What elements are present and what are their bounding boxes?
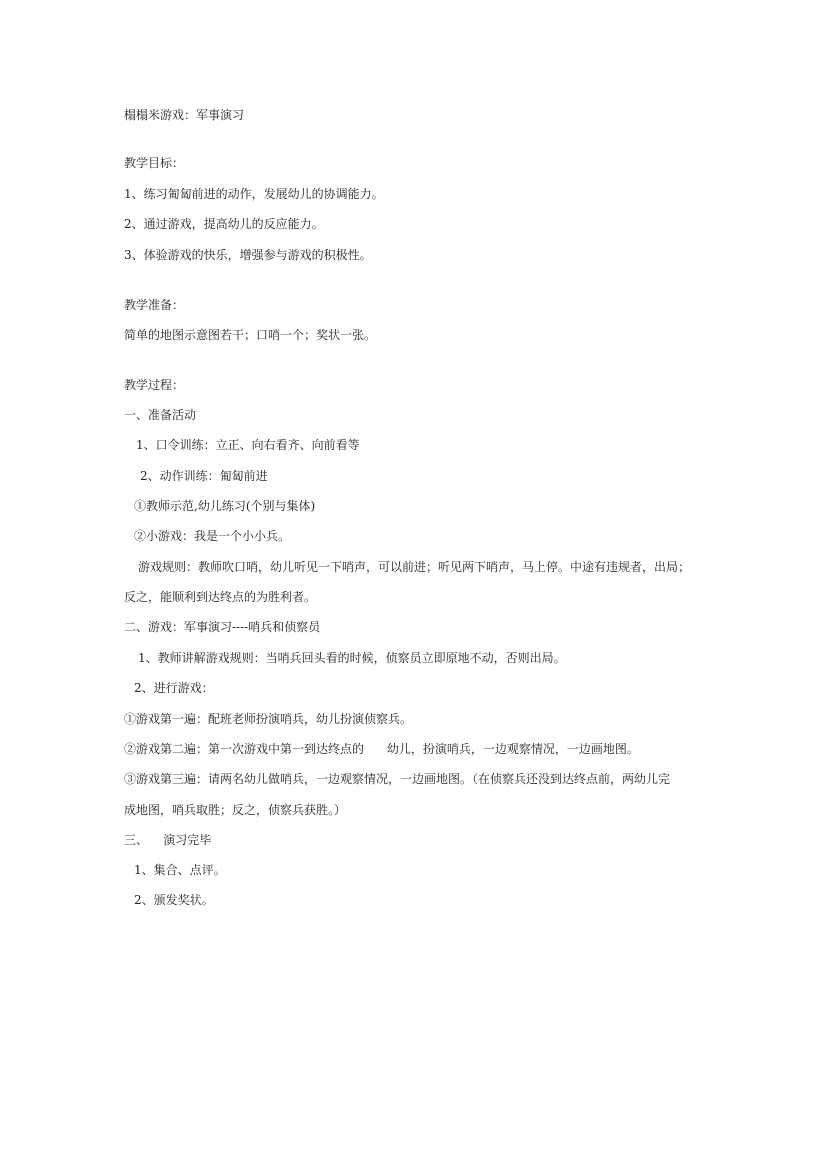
- part2-line-1: 1、教师讲解游戏规则：当哨兵回头看的时候，侦察员立即原地不动，否则出局。: [138, 651, 566, 665]
- preparation-text: 简单的地图示意图若干；口哨一个；奖状一张。: [124, 328, 377, 342]
- process-heading: 教学过程：: [124, 378, 185, 392]
- goal-item-3: 3、体验游戏的快乐，增强参与游戏的积极性。: [124, 248, 372, 262]
- goals-heading: 教学目标：: [124, 156, 185, 170]
- part2-round-3-line-1: ③游戏第三遍：请两名幼儿做哨兵，一边观察情况，一边画地图。（在侦察兵还没到达终点前，两幼儿完: [124, 772, 671, 786]
- part2-round-2: ②游戏第二遍：第一次游戏中第一到达终点的 幼儿，扮演哨兵，一边观察情况，一边画地图。: [124, 742, 639, 756]
- goal-item-2: 2、通过游戏，提高幼儿的反应能力。: [124, 217, 324, 231]
- document-title: 榻榻米游戏：军事演习: [124, 108, 245, 122]
- part2-round-1: ①游戏第一遍：配班老师扮演哨兵，幼儿扮演侦察兵。: [124, 712, 413, 726]
- goal-item-1: 1、练习匍匐前进的动作，发展幼儿的协调能力。: [124, 187, 384, 201]
- preparation-heading: 教学准备：: [124, 298, 185, 312]
- part2-round-3-line-2: 成地图，哨兵取胜；反之，侦察兵获胜。）: [124, 803, 347, 817]
- part1-line-1: 1、口令训练：立正、向右看齐、向前看等: [136, 438, 360, 452]
- part3-heading: 三、 演习完毕: [124, 833, 212, 847]
- part1-line-4: ②小游戏：我是一个小小兵。: [134, 529, 291, 543]
- part1-rule-line-2: 反之，能顺利到达终点的为胜利者。: [124, 590, 317, 604]
- part1-heading: 一、准备活动: [124, 408, 197, 422]
- part1-line-3: ①教师示范,幼儿练习(个别与集体): [134, 499, 316, 513]
- part2-line-2: 2、进行游戏：: [134, 681, 214, 695]
- part3-line-2: 2、颁发奖状。: [134, 893, 214, 907]
- part3-line-1: 1、集合、点评。: [134, 863, 226, 877]
- part2-heading: 二、游戏：军事演习----哨兵和侦察员: [124, 620, 321, 634]
- part1-line-2: 2、动作训练：匍匐前进: [140, 469, 268, 483]
- part1-rule-line-1: 游戏规则：教师吹口哨，幼儿听见一下哨声，可以前进；听见两下哨声，马上停。中途有违规者，出局；: [138, 560, 691, 574]
